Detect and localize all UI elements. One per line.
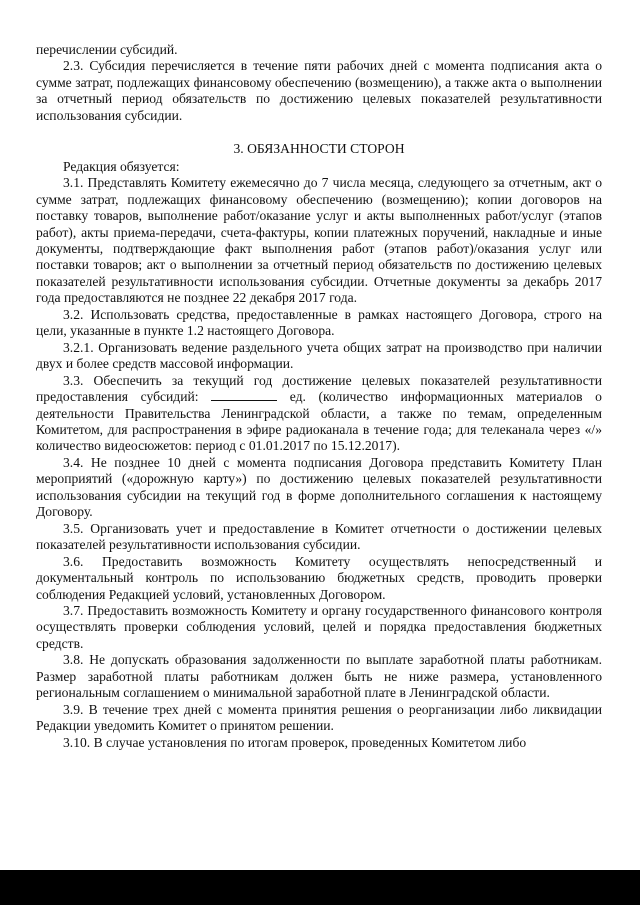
- paragraph-3-4: 3.4. Не позднее 10 дней с момента подписания Договора представить Комитету План мероприятий («дорожную карту») по достижению целевых показателей результативности использования субсидии на текущий год в форме дополнительного соглашения к настоящему Договору.: [36, 454, 602, 520]
- scan-bottom-border: [0, 870, 640, 905]
- paragraph-3-9: 3.9. В течение трех дней с момента принятия решения о реорганизации либо ликвидации Редакции уведомить Комитет о принятом решении.: [36, 701, 602, 734]
- paragraph-3-10: 3.10. В случае установления по итогам проверок, проведенных Комитетом либо: [63, 734, 527, 750]
- paragraph-3-1: 3.1. Представлять Комитету ежемесячно до 7 числа месяца, следующего за отчетным, акт о сумме затрат, подлежащих финансовому обеспечению (возмещению); копии договоров на поставку товаров, выполнение работ/оказание услуг и акты выполненных работ/услуг (этапов работ), акты приема-передачи, счета-фактуры, копии платежных поручений, накладные и иные документы, подтверждающие факт выполнения работ (этапов работ)/оказания услуг или поставки товаров; акт о выполнении за отчетный период обязательств по достижению целевых показателей результативности использования субсидии. Отчетные документы за декабрь 2017 года предоставляются не позднее 22 декабря 2017 года.: [36, 175, 602, 306]
- section-heading: 3. ОБЯЗАННОСТИ СТОРОН: [233, 141, 405, 157]
- paragraph-3-3-rest: ед. (количество информационных материалов о деятельности Правительства Ленинградской области, а также по темам, определенным Комитетом, для распространения в эфире радиоканала в течение года; для телеканала через «/» количество видеосюжетов: период с 01.01.2017 по 15.12.2017).: [36, 389, 602, 454]
- paragraph-3-2: 3.2. Использовать средства, предоставленные в рамках настоящего Договора, строго на цели, указанные в пункте 1.2 настоящего Договора.: [36, 306, 602, 339]
- paragraph-obligates: Редакция обязуется:: [63, 158, 180, 174]
- blank-fill-line: [211, 389, 277, 401]
- paragraph-3-7: 3.7. Предоставить возможность Комитету и органу государственного финансового контроля осуществлять проверки соблюдения условий, целей и порядка предоставления бюджетных средств.: [36, 602, 602, 651]
- paragraph-3-5: 3.5. Организовать учет и предоставление в Комитет отчетности о достижении целевых показателей результативности использования субсидии.: [36, 520, 602, 553]
- paragraph-3-2-1: 3.2.1. Организовать ведение раздельного учета общих затрат на производство при наличии двух и более средств массовой информации.: [36, 339, 602, 372]
- paragraph-3-3-lead: 3.3. Обеспечить за текущий год достижение целевых показателей результативности предоставления субсидий:: [36, 372, 602, 405]
- paragraph-3-3: [36, 373, 602, 455]
- paragraph-3-6: 3.6. Предоставить возможность Комитету осуществлять непосредственный и документальный контроль по использованию бюджетных средств, проводить проверки соблюдения Редакцией условий, установленных Договором.: [36, 553, 602, 602]
- paragraph-intro-continuation: перечислении субсидий.: [36, 42, 178, 57]
- paragraph-2-3: 2.3. Субсидия перечисляется в течение пяти рабочих дней с момента подписания акта о сумме затрат, подлежащих финансовому обеспечению (возмещению), а также акта о выполнении за отчетный период обязательств по достижению целевых показателей результативности использования субсидии.: [36, 58, 602, 123]
- paragraph-3-8: 3.8. Не допускать образования задолженности по выплате заработной платы работникам. Размер заработной платы работникам должен быть не ниже размера, установленного региональным соглашением о минимальной заработной плате в Ленинградской области.: [36, 652, 602, 701]
